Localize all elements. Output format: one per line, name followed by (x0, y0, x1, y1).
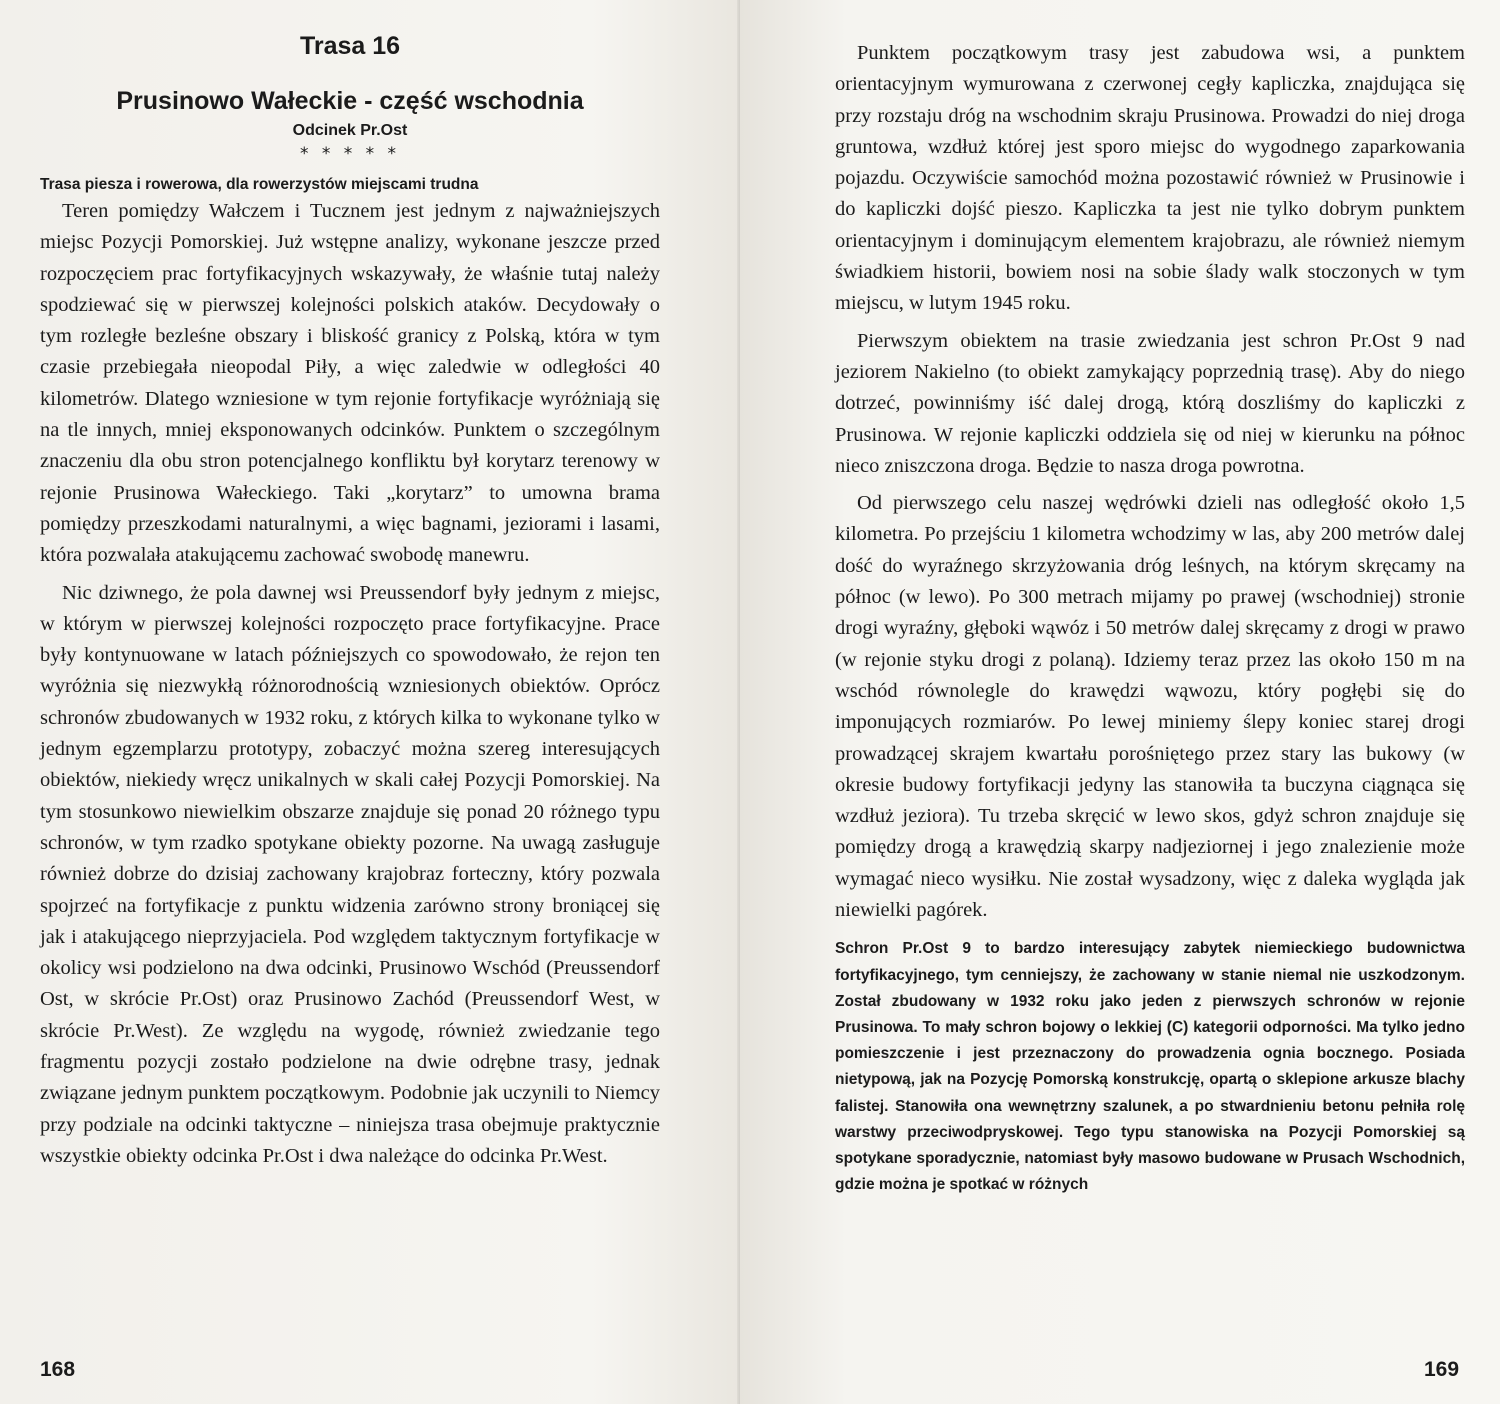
page-title: Prusinowo Wałeckie - część wschodnia (116, 87, 584, 115)
left-page (0, 0, 740, 1404)
difficulty-rating: * * * * * (299, 144, 401, 164)
paragraph: Od pierwszego celu naszej wędrówki dzieli nas odległość około 1,5 kilometra. Po przejściu 1 kilometra wchodzimy w las, aby 200 metrów dalej dość do wyraźnego skrzyżowania dróg leśnych, na którym skręcamy na północ (w lewo). Po 300 metrach mijamy po prawej (wschodniej) stronie drogi wyraźny, głęboki wąwóz i 50 metrów dalej skręcamy z drogi w prawo (w rejonie styku drogi z polaną). Idziemy teraz przez las około 150 m na wschód równolegle do krawędzi wąwozu, który pogłębi się do imponujących rozmiarów. Po lewej miniemy ślepy koniec starej drogi prowadzącej skrajem kwartału porośniętego przez stary las bukowy (w okresie budowy fortyfikacji jedyny las stanowiła ta buczyna ciągnąca się wzdłuż jeziora). Tu trzeba skręcić w lewo skos, gdyż schron znajduje się pomiędzy drogą a krawędzią skarpy nadjeziornej i jego znalezienie może wymagać nieco wysiłku. Nie został wysadzony, więc z daleka wygląda jak niewielki pagórek. (835, 492, 1465, 922)
paragraph: Nic dziwnego, że pola dawnej wsi Preussendorf były jednym z miejsc, w którym w pierwszej kolejności rozpoczęto prace fortyfikacyjne. Prace były kontynuowane w latach późniejszych co spowodowało, że rejon ten wyróżnia się niezwykłą różnorodnością wzniesionych obiektów. Oprócz schronów zbudowanych w 1932 roku, z których kilka to wykonane tylko w jednym egzemplarzu prototypy, zobaczyć można szereg interesujących obiektów, niekiedy wręcz unikalnych w skali całej Pozycji Pomorskiej. Na tym stosunkowo niewielkim obszarze znajduje się ponad 20 różnego typu schronów, w tym rzadko spotykane obiekty pozorne. Na uwagą zasługuje również dobrze do dzisiaj zachowany krajobraz forteczny, który pozwala spojrzeć na fortyfikacje z punktu widzenia zarówno strony broniącej się jak i atakującego nieprzyjaciela. Pod względem taktycznym fortyfikacje w okolicy wsi podzielono na dwa odcinki, Prusinowo Wschód (Preussendorf Ost, w skrócie Pr.Ost) oraz Prusinowo Zachód (Preussendorf West, w skrócie Pr.West). Ze względu na wygodę, również zwiedzanie tego fragmentu pozycji zostało podzielone na dwie odrębne trasy, jednak związane jednym punktem początkowym. Podobnie jak uczynili to Niemcy przy podziale na odcinki taktyczne – niniejsza trasa obejmuje praktycznie wszystkie obiekty odcinka Pr.Ost i dwa należące do odcinka Pr.West. (40, 581, 660, 1167)
right-column (835, 38, 1465, 1198)
paragraph: Pierwszym obiektem na trasie zwiedzania jest schron Pr.Ost 9 nad jeziorem Nakielno (to obiekt zamykający poprzednią trasę). Aby do niego dotrzeć, powinniśmy iść dalej drogą, którą doszliśmy do kapliczki z Prusinowa. W rejonie kapliczki oddziela się od niej w kierunku na północ nieco zniszczona droga. Będzie to nasza droga powrotna. (835, 329, 1465, 477)
route-type: Trasa piesza i rowerowa, dla rowerzystów miejscami trudna (40, 176, 479, 193)
paragraph: Teren pomiędzy Wałczem i Tucznem jest jednym z najważniejszych miejsc Pozycji Pomorskiej. Już wstępne analizy, wykonane jeszcze przed rozpoczęciem prac fortyfikacyjnych wskazywały, że właśnie tutaj należy spodziewać się w pierwszej kolejności polskich ataków. Decydowały o tym rozległe bezleśne obszary i bliskość granicy z Polską, która w tym czasie przebiegała nieopodal Piły, a więc zaledwie w odległości 40 kilometrów. Dlatego wzniesione w tym rejonie fortyfikacje wyróżniają się na tle innych, mniej eksponowanych odcinków. Punktem o szczególnym znaczeniu dla obu stron potencjalnego konfliktu był korytarz terenowy w rejonie Prusinowa Wałeckiego. Taki „korytarz” to umowna brama pomiędzy przeszkodami naturalnymi, a więc bagnami, jeziorami i lasami, która pozwalała atakującemu zachować swobodę manewru. (40, 200, 660, 567)
page-number: 169 (1424, 1358, 1460, 1381)
route-label: Trasa 16 (299, 32, 401, 60)
page-number: 168 (40, 1358, 76, 1381)
left-column (40, 30, 660, 1172)
info-box: Schron Pr.Ost 9 to bardzo interesujący zabytek niemieckiego budownictwa fortyfikacyjnego, tym cenniejszy, że zachowany w stanie niemal nie uszkodzonym. Został zbudowany w 1932 roku jako jeden z pierwszych schronów w rejonie Prusinowa. To mały schron bojowy o lekkiej (C) kategorii odporności. Ma tylko jedno pomieszczenie i jest przeznaczony do prowadzenia ognia bocznego. Posiada nietypową, jak na Pozycję Pomorską konstrukcję, opartą o sklepione arkusze blachy falistej. Stanowiła ona wewnętrzny szalunek, a po stwardnieniu betonu pełniła rolę warstwy przeciwodpryskowej. Tego typu stanowiska na Pozycji Pomorskiej są spotykane sporadycznie, natomiast były masowo budowane w Prusach Wschodnich, gdzie można je spotkać w różnych (835, 940, 1465, 1194)
section-label: Odcinek Pr.Ost (292, 122, 408, 139)
paragraph: Punktem początkowym trasy jest zabudowa wsi, a punktem orientacyjnym wymurowana z czerwonej cegły kapliczka, znajdująca się przy rozstaju dróg na wschodnim skraju Prusinowa. Prowadzi do niej droga gruntowa, wzdłuż której jest sporo miejsc do wygodnego zaparkowania pojazdu. Oczywiście samochód można pozostawić również w Prusinowie i do kapliczki dojść pieszo. Kapliczka ta jest nie tylko dobrym punktem orientacyjnym i dominującym elementem krajobrazu, ale również niemym świadkiem historii, bowiem nosi na sobie ślady walk stoczonych w tym miejscu, w lutym 1945 roku. (835, 42, 1465, 315)
